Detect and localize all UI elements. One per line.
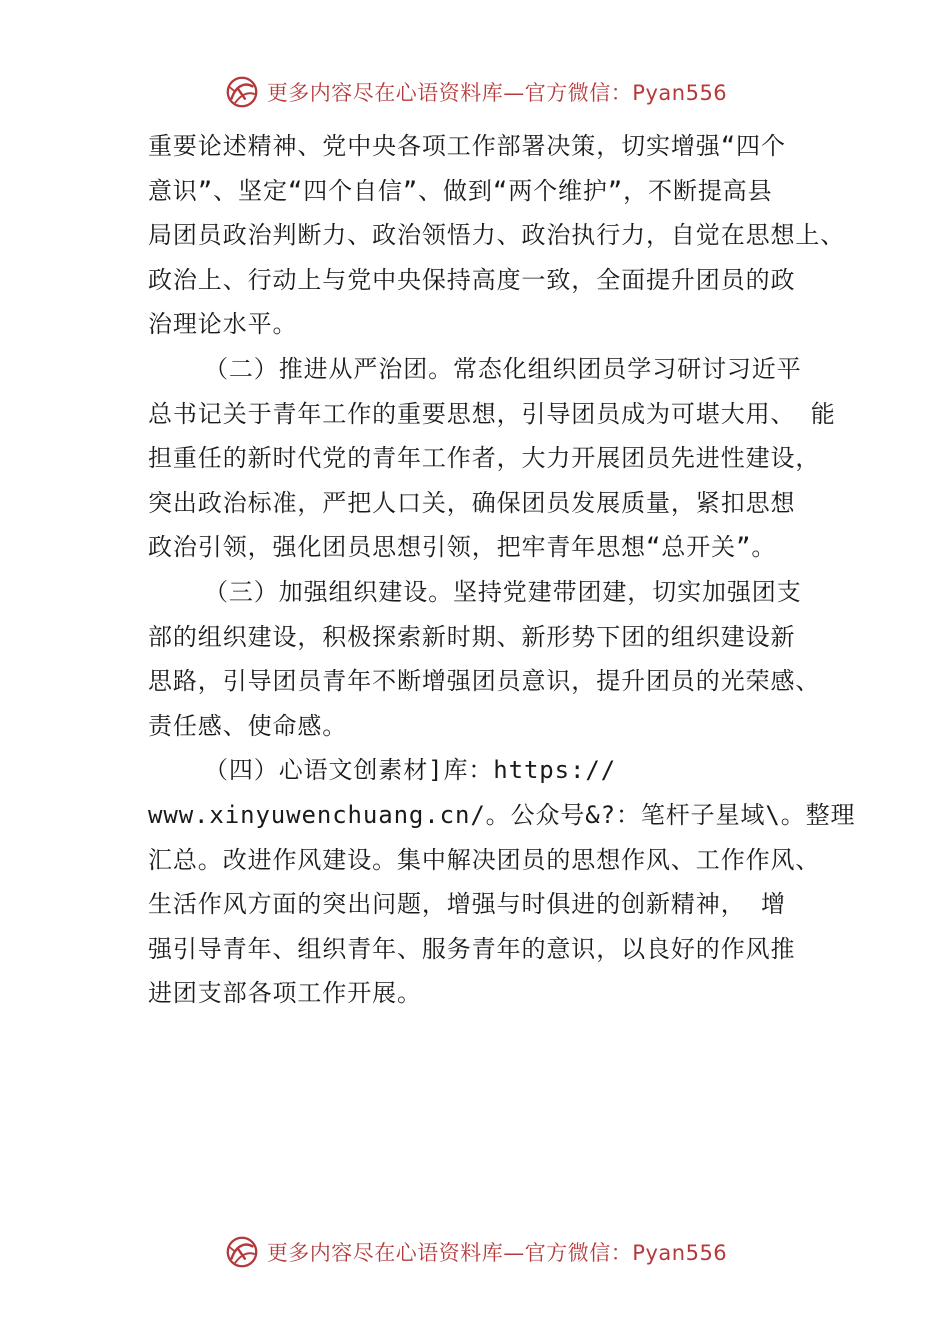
body-line: （二）推进从严治团。常态化组织团员学习研讨习近平 (204, 354, 802, 383)
body-line: 突出政治标准，严把人口关，确保团员发展质量，紧扣思想 (148, 488, 796, 517)
body-line: 强引导青年、组织青年、服务青年的意识，以良好的作风推 (148, 934, 796, 963)
body-line: 局团员政治判断力、政治领悟力、政治执行力，自觉在思想上、 (148, 221, 846, 250)
body-line: 政治上、行动上与党中央保持高度一致，全面提升团员的政 (148, 265, 796, 294)
body-line: 重要论述精神、党中央各项工作部署决策，切实增强“四个 (148, 132, 786, 160)
body-line: 生活作风方面的突出问题，增强与时俱进的创新精神， 增 (148, 890, 786, 919)
body-line: 汇总。改进作风建设。集中解决团员的思想作风、工作作风、 (148, 845, 821, 874)
footer-watermark-text: 更多内容尽在心语资料库—官方微信：Pyan556 (266, 1241, 728, 1265)
body-line: 意识”、坚定“四个自信”、做到“两个维护”，不断提高县 (148, 176, 773, 205)
document-body (148, 124, 856, 1016)
body-line: 进团支部各项工作开展。 (148, 979, 422, 1008)
header-watermark (0, 70, 950, 114)
swirl-logo-icon (223, 73, 261, 111)
body-line: 总书记关于青年工作的重要思想，引导团员成为可堪大用、 能 (148, 399, 836, 428)
body-line: 政治引领，强化团员思想引领，把牢青年思想“总开关”。 (148, 533, 777, 562)
body-line: 思路，引导团员青年不断增强团员意识，提升团员的光荣感、 (148, 667, 821, 696)
body-line: 责任感、使命感。 (148, 711, 348, 740)
body-line: www.xinyuwenchuang.cn/。公众号&?：笔杆子星域\。整理 (148, 800, 856, 829)
body-line: 部的组织建设，积极探索新时期、新形势下团的组织建设新 (148, 622, 796, 651)
swirl-logo-icon (223, 1233, 261, 1271)
body-line: 担重任的新时代党的青年工作者，大力开展团员先进性建设， (148, 444, 821, 473)
body-line: （四）心语文创素材]库：https:// (204, 756, 617, 785)
body-line: 治理论水平。 (148, 310, 298, 339)
header-watermark-text: 更多内容尽在心语资料库—官方微信：Pyan556 (266, 81, 728, 105)
footer-watermark (0, 1230, 950, 1274)
body-line: （三）加强组织建设。坚持党建带团建，切实加强团支 (204, 577, 802, 606)
